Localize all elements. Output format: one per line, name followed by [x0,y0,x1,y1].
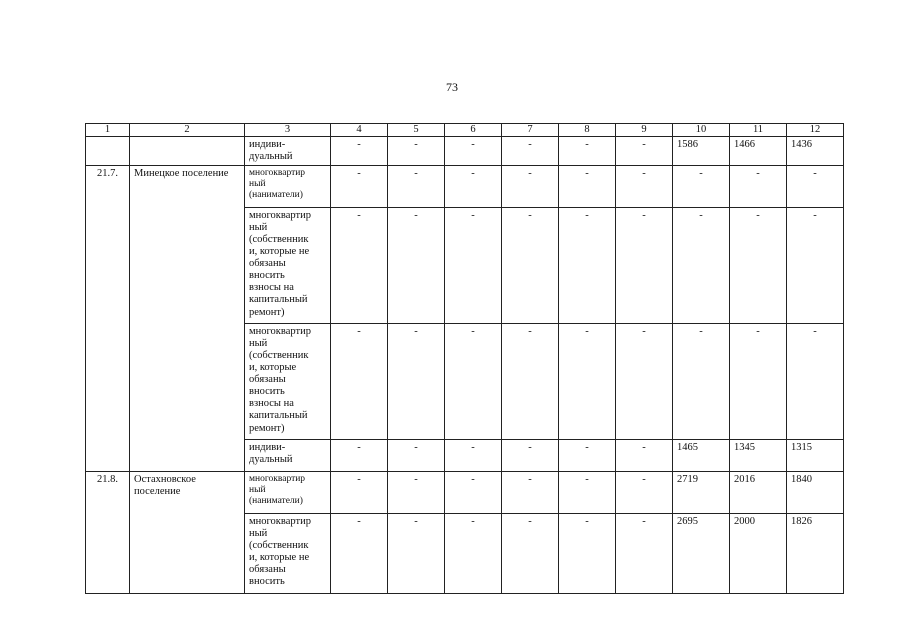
housing-type-cell: многоквартир ный (собственник и, которые не обязаны вносить [245,514,331,594]
settlement-cell: Минецкое поселение [130,166,245,472]
value-cell: - [502,440,559,472]
housing-type-cell: индиви- дуальный [245,440,331,472]
value-cell: - [331,208,388,324]
value-cell: - [616,324,673,440]
table-row [86,137,844,166]
value-cell: - [616,166,673,208]
value-cell: - [445,324,502,440]
value-cell: - [616,440,673,472]
value-cell: - [331,137,388,166]
value-cell: 1345 [730,440,787,472]
header-cell: 5 [388,124,445,137]
value-cell: - [445,166,502,208]
value-cell: - [559,514,616,594]
housing-type-cell: индиви- дуальный [245,137,331,166]
value-cell: - [331,324,388,440]
value-cell: 1466 [730,137,787,166]
value-cell: - [502,166,559,208]
settlement-cell [130,137,245,166]
page-number: 73 [446,80,458,94]
table-row [86,166,844,208]
value-cell: - [787,324,844,440]
header-cell: 10 [673,124,730,137]
value-cell: - [559,440,616,472]
value-cell: - [445,208,502,324]
header-cell: 3 [245,124,331,137]
housing-type-cell: многоквартир ный (собственник и, которые обязаны вносить взносы на капитальный ремонт) [245,324,331,440]
value-cell: - [559,208,616,324]
header-cell: 1 [86,124,130,137]
header-cell: 11 [730,124,787,137]
value-cell: 1436 [787,137,844,166]
header-cell: 4 [331,124,388,137]
housing-type-cell: многоквартир ный (наниматели) [245,472,331,514]
header-cell: 2 [130,124,245,137]
value-cell: - [445,137,502,166]
value-cell: 1465 [673,440,730,472]
value-cell: - [787,166,844,208]
value-cell: 2000 [730,514,787,594]
item-number-cell: 21.7. [86,166,130,472]
table-row [86,472,844,514]
value-cell: - [331,440,388,472]
value-cell: - [445,514,502,594]
value-cell: - [388,440,445,472]
value-cell: - [445,440,502,472]
item-number-cell [86,137,130,166]
value-cell: 1826 [787,514,844,594]
housing-type-cell: многоквартир ный (собственник и, которые не обязаны вносить взносы на капитальный ремонт) [245,208,331,324]
table-header-row [86,124,844,137]
value-cell: - [502,208,559,324]
value-cell: - [388,514,445,594]
value-cell: - [331,166,388,208]
value-cell: - [502,324,559,440]
value-cell: - [559,166,616,208]
value-cell: 1586 [673,137,730,166]
value-cell: - [559,472,616,514]
value-cell: - [388,208,445,324]
value-cell: - [616,514,673,594]
value-cell: - [502,137,559,166]
value-cell: - [331,514,388,594]
value-cell: - [616,137,673,166]
value-cell: - [616,208,673,324]
value-cell: 1315 [787,440,844,472]
header-cell: 8 [559,124,616,137]
value-cell: - [388,472,445,514]
settlement-cell: Остахновское поселение [130,472,245,594]
value-cell: 2016 [730,472,787,514]
value-cell: 2719 [673,472,730,514]
value-cell: - [730,324,787,440]
housing-type-cell: многоквартир ный (наниматели) [245,166,331,208]
value-cell: - [445,472,502,514]
value-cell: - [559,324,616,440]
value-cell: - [616,472,673,514]
value-cell: - [673,324,730,440]
value-cell: 1840 [787,472,844,514]
value-cell: 2695 [673,514,730,594]
value-cell: - [730,166,787,208]
header-cell: 12 [787,124,844,137]
header-cell: 6 [445,124,502,137]
value-cell: - [331,472,388,514]
value-cell: - [502,514,559,594]
value-cell: - [502,472,559,514]
value-cell: - [559,137,616,166]
item-number-cell: 21.8. [86,472,130,594]
value-cell: - [388,137,445,166]
value-cell: - [388,166,445,208]
value-cell: - [730,208,787,324]
value-cell: - [673,208,730,324]
value-cell: - [673,166,730,208]
header-cell: 7 [502,124,559,137]
tariff-table [85,123,844,594]
header-cell: 9 [616,124,673,137]
value-cell: - [388,324,445,440]
value-cell: - [787,208,844,324]
